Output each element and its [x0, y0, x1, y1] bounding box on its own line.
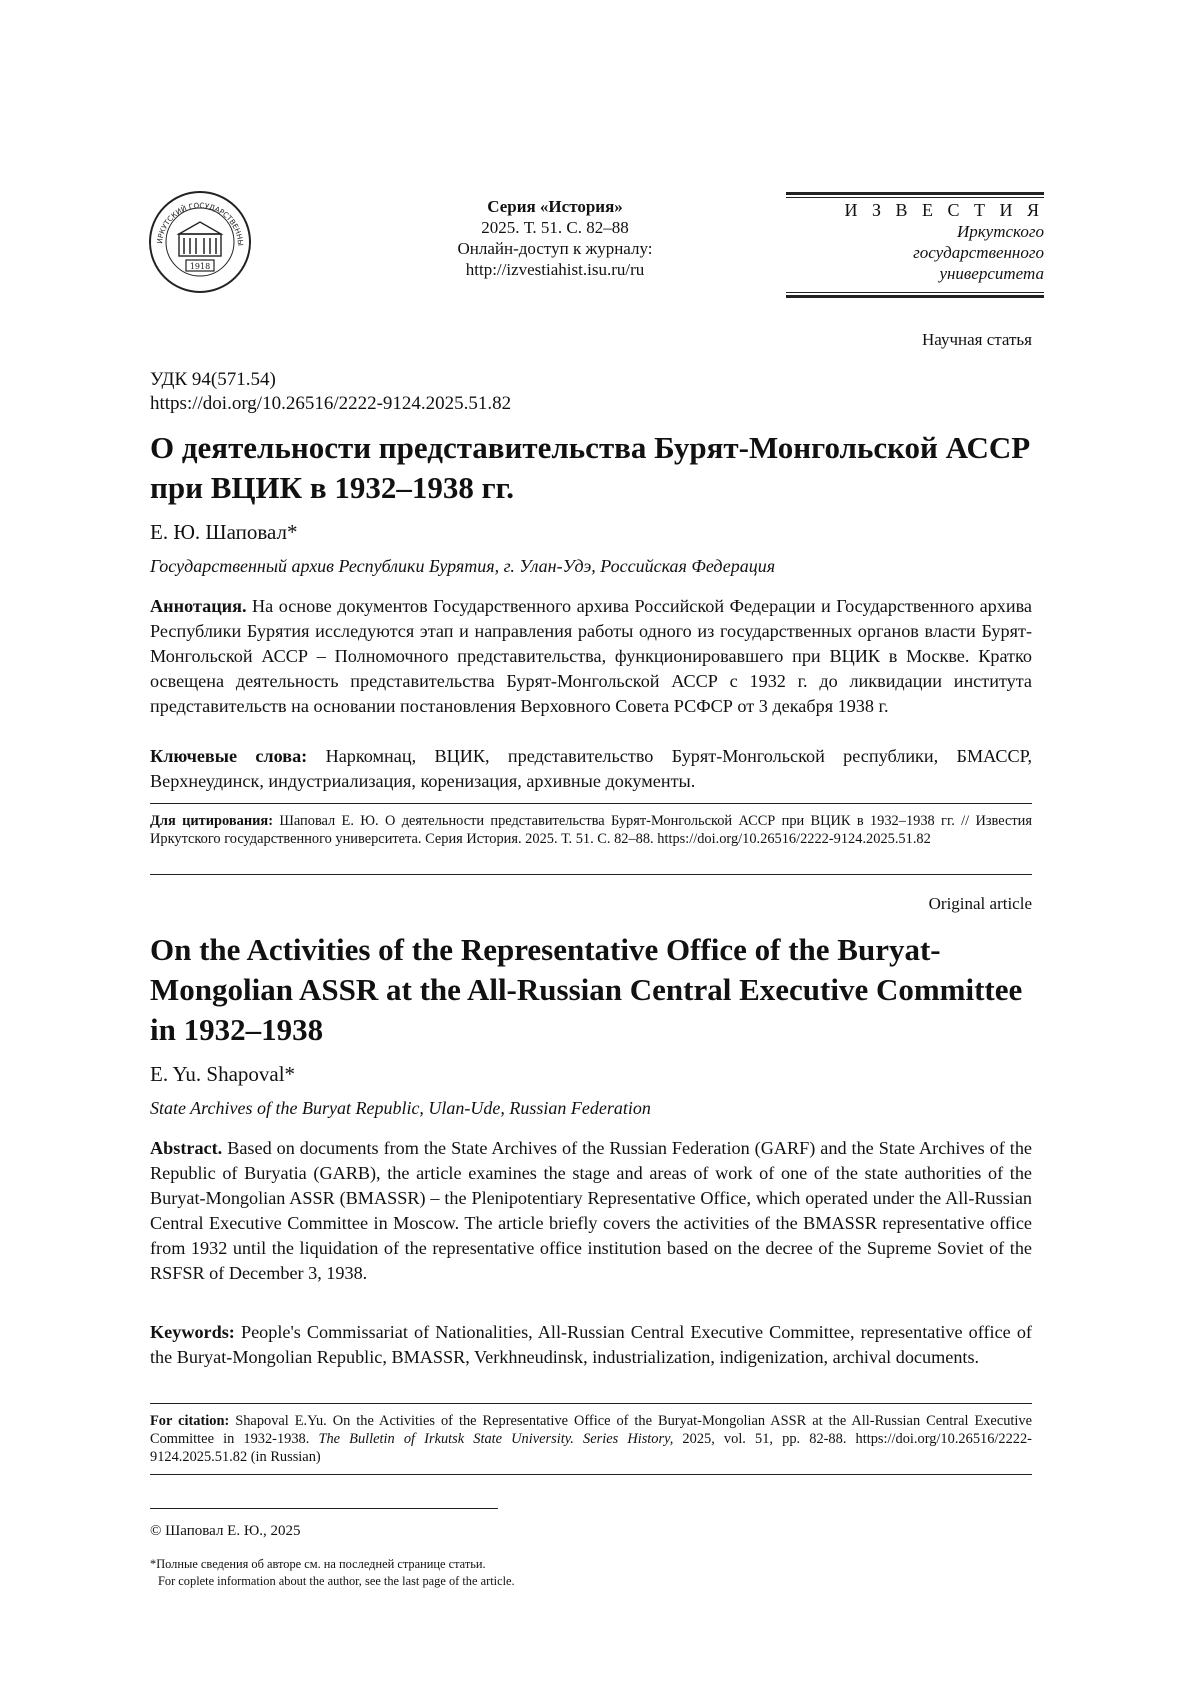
footnote-rule	[150, 1508, 498, 1509]
copyright: © Шаповал Е. Ю., 2025	[150, 1523, 301, 1539]
journal-masthead	[786, 192, 1044, 298]
citation-journal-en: The Bulletin of Irkutsk State University. Series History,	[318, 1431, 674, 1447]
keywords-label-ru: Ключевые слова:	[150, 746, 308, 766]
journal-subtitle-1: Иркутского	[956, 222, 1044, 241]
citation-label-en: For citation:	[150, 1413, 230, 1429]
citation-en	[150, 1412, 1032, 1466]
volume-pages: 2025. Т. 51. С. 82–88	[481, 218, 629, 237]
citation-ru	[150, 812, 1032, 848]
journal-subtitle-2: государственного	[913, 243, 1044, 262]
citation-doi-en: 2025, vol. 51, pp. 82-88. https://doi.org/10.26516/2222-9124.2025.51.82 (in Russian)	[150, 1431, 1032, 1465]
divider	[150, 1403, 1032, 1404]
abstract-en	[150, 1136, 1032, 1286]
footnotes	[150, 1556, 515, 1590]
keywords-label-en: Keywords:	[150, 1322, 235, 1342]
keywords-en	[150, 1320, 1032, 1370]
svg-text:ИРКУТСКИЙ ГОСУДАРСТВЕННЫЙ УНИВ: ИРКУТСКИЙ ГОСУДАРСТВЕННЫ	[155, 200, 246, 247]
keywords-text-ru: Наркомнац, ВЦИК, представительство Бурят-Монгольской республики, БМАССР, Верхнеудинск, индустриализация, коренизация, архивные документы.	[150, 746, 1032, 791]
abstract-ru	[150, 594, 1032, 719]
citation-text-ru: Шаповал Е. Ю. О деятельности представительства Бурят-Монгольской АССР при ВЦИК в 1932–1938 гг. // Известия Иркутского государственного университета. Серия История. 2025. Т. 51. С. 82–88. https://doi.org/10.26516/2222-9124.2025.51.82	[150, 813, 1032, 847]
abstract-text-ru: На основе документов Государственного архива Российской Федерации и Государственного архива Республики Бурятия исследуются этап и направления работы одного из государственных органов власти Бурят-Монгольской АССР – Полномочного представительства, функционировавшего при ВЦИК в Москве. Кратко освещена деятельность представительства Бурят-Монгольской АССР с 1932 г. до ликвидации института представительств на основании постановления Верховного Совета РСФСР от 3 декабря 1938 г.	[150, 596, 1033, 716]
citation-label-ru: Для цитирования:	[150, 813, 273, 829]
article-type-ru: Научная статья	[921, 330, 1032, 349]
abstract-text-en: Based on documents from the State Archives of the Russian Federation (GARF) and the State Archives of the Republic of Buryatia (GARB), the article examines the stage and areas of work of one of the state authorities of the Buryat-Mongolian ASSR (BMASSR) – the Plenipotentiary Representative Office, which operated under the All-Russian Central Executive Committee in Moscow. The article briefly covers the activities of the BMASSR representative office from 1932 until the liquidation of the representative office institution based on the decree of the Supreme Soviet of the RSFSR of December 3, 1938.	[150, 1138, 1033, 1283]
divider	[150, 874, 1032, 875]
journal-subtitle-3: университета	[939, 264, 1044, 283]
keywords-text-en: People's Commissariat of Nationalities, All-Russian Central Executive Committee, representative office of the Buryat-Mongolian Republic, BMASSR, Verkhneudinsk, industrialization, indigenization, archival documents.	[150, 1322, 1032, 1367]
keywords-ru	[150, 744, 1032, 794]
author-en: E. Yu. Shapoval*	[150, 1062, 296, 1086]
abstract-label-en: Abstract.	[150, 1138, 223, 1158]
udc-doi-block	[150, 368, 511, 416]
doi-link-ru[interactable]: https://doi.org/10.26516/2222-9124.2025.51.82	[150, 393, 512, 414]
series-info	[430, 196, 680, 280]
abstract-label-ru: Аннотация.	[150, 596, 247, 616]
author-ru: Е. Ю. Шаповал*	[150, 520, 298, 544]
article-type-en: Original article	[928, 894, 1032, 913]
online-access-label: Онлайн-доступ к журналу:	[457, 239, 653, 258]
title-en: On the Activities of the Representative Office of the Buryat-Mongolian ASSR at the All-Russian Central Executive Committee in 1932–1938	[150, 932, 1023, 1047]
title-ru: О деятельности представительства Бурят-Монгольской АССР при ВЦИК в 1932–1938 гг.	[150, 430, 1031, 505]
udc-code: УДК 94(571.54)	[150, 369, 276, 390]
series-title: Серия «История»	[487, 197, 623, 216]
svg-text:1918: 1918	[189, 262, 211, 271]
divider	[150, 1474, 1032, 1475]
affiliation-en: State Archives of the Buryat Republic, Ulan-Ude, Russian Federation	[150, 1098, 651, 1118]
masthead-bottom-rule	[786, 292, 1044, 298]
journal-url-link[interactable]: http://izvestiahist.isu.ru/ru	[465, 260, 645, 279]
affiliation-ru: Государственный архив Республики Бурятия, г. Улан-Удэ, Российская Федерация	[150, 556, 776, 576]
footnote-ru: *Полные сведения об авторе см. на последней странице статьи.	[150, 1557, 486, 1571]
journal-name: И З В Е С Т И Я	[844, 200, 1044, 220]
divider	[150, 803, 1032, 804]
citation-text-en: Shapoval E.Yu. On the Activities of the Representative Office of the Buryat-Mongolian ASSR at the All-Russian Central Executive Committee in 1932-1938.	[150, 1413, 1032, 1447]
footnote-en: For coplete information about the author, see the last page of the article.	[158, 1574, 515, 1588]
university-seal-logo	[148, 190, 252, 294]
